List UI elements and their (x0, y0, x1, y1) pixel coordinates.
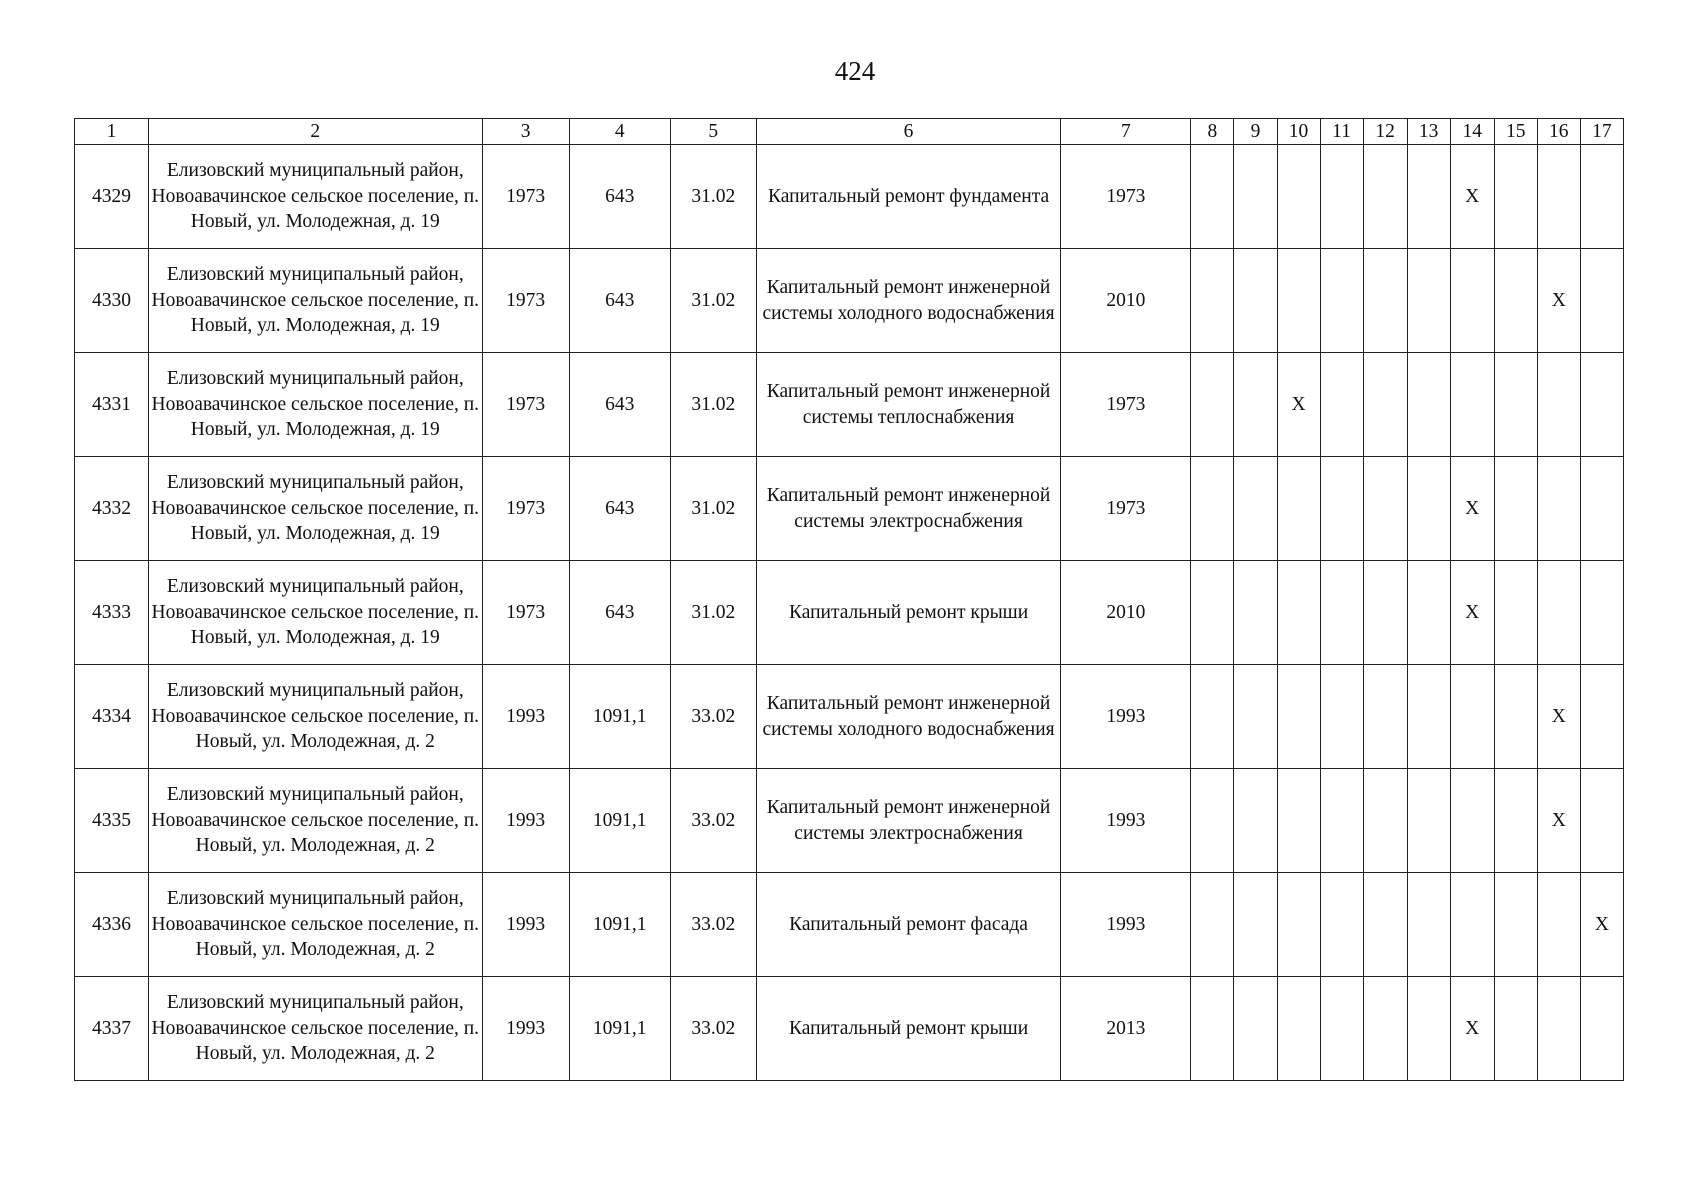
build-year-cell: 1973 (482, 457, 569, 561)
column-header-1: 1 (75, 119, 149, 145)
period-mark-cell-17: Х (1580, 873, 1623, 977)
period-mark-cell-15 (1494, 353, 1537, 457)
last-repair-year-cell: 1993 (1061, 873, 1191, 977)
period-mark-cell-9 (1234, 561, 1277, 665)
area-cell: 643 (569, 249, 670, 353)
period-mark-cell-12 (1363, 769, 1407, 873)
period-mark-cell-10 (1277, 249, 1320, 353)
work-type-cell: Капитальный ремонт крыши (756, 977, 1060, 1081)
build-year-cell: 1973 (482, 561, 569, 665)
column-header-2: 2 (149, 119, 482, 145)
period-mark-cell-15 (1494, 769, 1537, 873)
column-header-3: 3 (482, 119, 569, 145)
column-header-9: 9 (1234, 119, 1277, 145)
period-mark-cell-12 (1363, 249, 1407, 353)
wear-cell: 31.02 (670, 457, 756, 561)
period-mark-cell-10 (1277, 665, 1320, 769)
period-mark-cell-11 (1320, 145, 1363, 249)
period-mark-cell-17 (1580, 977, 1623, 1081)
row-number-cell: 4332 (75, 457, 149, 561)
last-repair-year-cell: 2010 (1061, 561, 1191, 665)
period-mark-cell-10 (1277, 561, 1320, 665)
period-mark-cell-12 (1363, 873, 1407, 977)
page-number: 424 (834, 56, 876, 86)
address-cell: Елизовский муниципальный район, Новоавачинское сельское поселение, п. Новый, ул. Молодежная, д. 2 (149, 873, 482, 977)
period-mark-cell-10 (1277, 769, 1320, 873)
period-mark-cell-8 (1191, 145, 1234, 249)
table-row (75, 145, 1624, 249)
period-mark-cell-8 (1191, 873, 1234, 977)
address-cell: Елизовский муниципальный район, Новоавачинское сельское поселение, п. Новый, ул. Молодежная, д. 19 (149, 353, 482, 457)
table-row (75, 457, 1624, 561)
table-body (75, 145, 1624, 1081)
period-mark-cell-15 (1494, 145, 1537, 249)
period-mark-cell-15 (1494, 873, 1537, 977)
period-mark-cell-12 (1363, 353, 1407, 457)
address-cell: Елизовский муниципальный район, Новоавачинское сельское поселение, п. Новый, ул. Молодежная, д. 2 (149, 665, 482, 769)
period-mark-cell-13 (1407, 769, 1450, 873)
period-mark-cell-14 (1450, 665, 1494, 769)
period-mark-cell-10: Х (1277, 353, 1320, 457)
period-mark-cell-15 (1494, 665, 1537, 769)
period-mark-cell-9 (1234, 145, 1277, 249)
address-cell: Елизовский муниципальный район, Новоавачинское сельское поселение, п. Новый, ул. Молодежная, д. 19 (149, 145, 482, 249)
build-year-cell: 1993 (482, 665, 569, 769)
column-header-4: 4 (569, 119, 670, 145)
period-mark-cell-11 (1320, 353, 1363, 457)
row-number-cell: 4329 (75, 145, 149, 249)
period-mark-cell-9 (1234, 249, 1277, 353)
period-mark-cell-13 (1407, 873, 1450, 977)
period-mark-cell-11 (1320, 769, 1363, 873)
wear-cell: 33.02 (670, 665, 756, 769)
table-row (75, 353, 1624, 457)
column-header-8: 8 (1191, 119, 1234, 145)
period-mark-cell-13 (1407, 249, 1450, 353)
work-type-cell: Капитальный ремонт фасада (756, 873, 1060, 977)
area-cell: 1091,1 (569, 873, 670, 977)
build-year-cell: 1973 (482, 249, 569, 353)
period-mark-cell-16: Х (1537, 249, 1580, 353)
area-cell: 643 (569, 145, 670, 249)
column-header-6: 6 (756, 119, 1060, 145)
wear-cell: 33.02 (670, 977, 756, 1081)
work-type-cell: Капитальный ремонт крыши (756, 561, 1060, 665)
row-number-cell: 4337 (75, 977, 149, 1081)
table-row (75, 769, 1624, 873)
period-mark-cell-9 (1234, 873, 1277, 977)
table-row (75, 873, 1624, 977)
row-number-cell: 4336 (75, 873, 149, 977)
wear-cell: 31.02 (670, 353, 756, 457)
wear-cell: 31.02 (670, 249, 756, 353)
column-header-17: 17 (1580, 119, 1623, 145)
address-cell: Елизовский муниципальный район, Новоавачинское сельское поселение, п. Новый, ул. Молодежная, д. 19 (149, 457, 482, 561)
area-cell: 1091,1 (569, 977, 670, 1081)
table-row (75, 249, 1624, 353)
row-number-cell: 4331 (75, 353, 149, 457)
period-mark-cell-16 (1537, 873, 1580, 977)
period-mark-cell-15 (1494, 457, 1537, 561)
period-mark-cell-17 (1580, 145, 1623, 249)
period-mark-cell-9 (1234, 457, 1277, 561)
period-mark-cell-11 (1320, 665, 1363, 769)
period-mark-cell-14 (1450, 249, 1494, 353)
area-cell: 1091,1 (569, 769, 670, 873)
wear-cell: 31.02 (670, 561, 756, 665)
period-mark-cell-14: Х (1450, 561, 1494, 665)
row-number-cell: 4333 (75, 561, 149, 665)
column-header-7: 7 (1061, 119, 1191, 145)
header-row (75, 119, 1624, 145)
last-repair-year-cell: 1973 (1061, 457, 1191, 561)
work-type-cell: Капитальный ремонт фундамента (756, 145, 1060, 249)
address-cell: Елизовский муниципальный район, Новоавачинское сельское поселение, п. Новый, ул. Молодежная, д. 2 (149, 769, 482, 873)
row-number-cell: 4334 (75, 665, 149, 769)
column-header-14: 14 (1450, 119, 1494, 145)
period-mark-cell-14 (1450, 353, 1494, 457)
period-mark-cell-17 (1580, 769, 1623, 873)
address-cell: Елизовский муниципальный район, Новоавачинское сельское поселение, п. Новый, ул. Молодежная, д. 19 (149, 249, 482, 353)
period-mark-cell-13 (1407, 561, 1450, 665)
period-mark-cell-14 (1450, 873, 1494, 977)
period-mark-cell-14: Х (1450, 977, 1494, 1081)
last-repair-year-cell: 1973 (1061, 145, 1191, 249)
column-header-11: 11 (1320, 119, 1363, 145)
period-mark-cell-12 (1363, 457, 1407, 561)
area-cell: 1091,1 (569, 665, 670, 769)
column-header-16: 16 (1537, 119, 1580, 145)
last-repair-year-cell: 2013 (1061, 977, 1191, 1081)
period-mark-cell-16: Х (1537, 769, 1580, 873)
period-mark-cell-8 (1191, 561, 1234, 665)
wear-cell: 33.02 (670, 873, 756, 977)
column-header-5: 5 (670, 119, 756, 145)
wear-cell: 31.02 (670, 145, 756, 249)
period-mark-cell-13 (1407, 145, 1450, 249)
period-mark-cell-16 (1537, 353, 1580, 457)
period-mark-cell-13 (1407, 665, 1450, 769)
period-mark-cell-9 (1234, 977, 1277, 1081)
period-mark-cell-14: Х (1450, 457, 1494, 561)
build-year-cell: 1973 (482, 145, 569, 249)
period-mark-cell-8 (1191, 353, 1234, 457)
period-mark-cell-9 (1234, 665, 1277, 769)
column-header-15: 15 (1494, 119, 1537, 145)
wear-cell: 33.02 (670, 769, 756, 873)
period-mark-cell-9 (1234, 353, 1277, 457)
period-mark-cell-15 (1494, 561, 1537, 665)
period-mark-cell-16 (1537, 145, 1580, 249)
period-mark-cell-10 (1277, 457, 1320, 561)
period-mark-cell-8 (1191, 769, 1234, 873)
period-mark-cell-8 (1191, 249, 1234, 353)
row-number-cell: 4335 (75, 769, 149, 873)
period-mark-cell-13 (1407, 457, 1450, 561)
period-mark-cell-15 (1494, 977, 1537, 1081)
period-mark-cell-11 (1320, 977, 1363, 1081)
work-type-cell: Капитальный ремонт инженерной системы электроснабжения (756, 769, 1060, 873)
work-type-cell: Капитальный ремонт инженерной системы холодного водоснабжения (756, 249, 1060, 353)
period-mark-cell-8 (1191, 977, 1234, 1081)
registry-table (74, 118, 1624, 1081)
address-cell: Елизовский муниципальный район, Новоавачинское сельское поселение, п. Новый, ул. Молодежная, д. 2 (149, 977, 482, 1081)
period-mark-cell-12 (1363, 977, 1407, 1081)
period-mark-cell-16 (1537, 977, 1580, 1081)
period-mark-cell-17 (1580, 665, 1623, 769)
build-year-cell: 1993 (482, 977, 569, 1081)
period-mark-cell-10 (1277, 145, 1320, 249)
period-mark-cell-12 (1363, 145, 1407, 249)
period-mark-cell-13 (1407, 977, 1450, 1081)
build-year-cell: 1973 (482, 353, 569, 457)
table-row (75, 977, 1624, 1081)
last-repair-year-cell: 1973 (1061, 353, 1191, 457)
period-mark-cell-16 (1537, 457, 1580, 561)
period-mark-cell-14: Х (1450, 145, 1494, 249)
area-cell: 643 (569, 561, 670, 665)
work-type-cell: Капитальный ремонт инженерной системы теплоснабжения (756, 353, 1060, 457)
work-type-cell: Капитальный ремонт инженерной системы электроснабжения (756, 457, 1060, 561)
last-repair-year-cell: 2010 (1061, 249, 1191, 353)
build-year-cell: 1993 (482, 769, 569, 873)
period-mark-cell-13 (1407, 353, 1450, 457)
table-row (75, 561, 1624, 665)
period-mark-cell-10 (1277, 873, 1320, 977)
area-cell: 643 (569, 353, 670, 457)
period-mark-cell-9 (1234, 769, 1277, 873)
column-header-10: 10 (1277, 119, 1320, 145)
period-mark-cell-11 (1320, 561, 1363, 665)
period-mark-cell-12 (1363, 561, 1407, 665)
area-cell: 643 (569, 457, 670, 561)
column-header-13: 13 (1407, 119, 1450, 145)
period-mark-cell-14 (1450, 769, 1494, 873)
period-mark-cell-17 (1580, 249, 1623, 353)
address-cell: Елизовский муниципальный район, Новоавачинское сельское поселение, п. Новый, ул. Молодежная, д. 19 (149, 561, 482, 665)
period-mark-cell-15 (1494, 249, 1537, 353)
column-header-12: 12 (1363, 119, 1407, 145)
row-number-cell: 4330 (75, 249, 149, 353)
period-mark-cell-12 (1363, 665, 1407, 769)
period-mark-cell-17 (1580, 353, 1623, 457)
table-row (75, 665, 1624, 769)
last-repair-year-cell: 1993 (1061, 769, 1191, 873)
last-repair-year-cell: 1993 (1061, 665, 1191, 769)
period-mark-cell-17 (1580, 457, 1623, 561)
build-year-cell: 1993 (482, 873, 569, 977)
period-mark-cell-8 (1191, 457, 1234, 561)
period-mark-cell-11 (1320, 457, 1363, 561)
period-mark-cell-16 (1537, 561, 1580, 665)
period-mark-cell-16: Х (1537, 665, 1580, 769)
period-mark-cell-8 (1191, 665, 1234, 769)
table-header (75, 119, 1624, 145)
period-mark-cell-11 (1320, 249, 1363, 353)
period-mark-cell-11 (1320, 873, 1363, 977)
period-mark-cell-17 (1580, 561, 1623, 665)
work-type-cell: Капитальный ремонт инженерной системы холодного водоснабжения (756, 665, 1060, 769)
period-mark-cell-10 (1277, 977, 1320, 1081)
